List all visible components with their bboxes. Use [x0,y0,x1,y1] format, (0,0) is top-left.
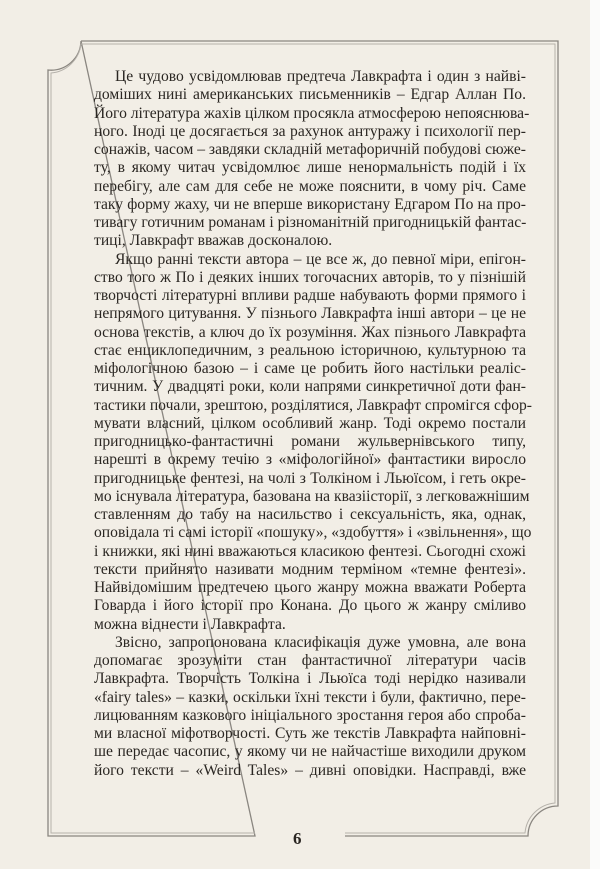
text-line: його тексти – «Weird Tales» – дивні оповідки. Насправді, вже [94,761,526,779]
text-line: ство того ж По і деяких інших тогочасних авторів, то у пізнішій [94,268,526,286]
paragraph [94,68,530,251]
text-line: міфологічною базою – і саме це робить його настільки реаліс- [94,360,526,377]
text-line: стає енциклопедичним, з реальною історичною, культурною та [94,341,526,359]
text-line: оповідала ті самі історії «пошуку», «здобуття» і «звільнення», що [94,524,532,542]
text-line: Якщо ранні тексти автора – це все ж, до певної міри, епігон- [115,250,526,268]
text-line: мувати власний, цілком особливий жанр. Тоді окремо постали [94,414,526,432]
text-line: тивагу готичним романам і різноманітній пригодницькій фантас- [94,214,527,231]
text-line: мо існувала література, базована на квазіісторії, з легковажнішим [94,487,530,505]
text-line: тексти прийнято називати модним терміном «темне фентезі». [94,560,526,578]
text-line: основа текстів, а ключ до їх розуміння. Жах пізнього Лавкрафта [94,323,526,341]
text-line: Це чудово усвідомлював предтеча Лавкрафта і один з найві- [115,68,526,85]
text-line: нарешті в окрему течію з «міфологійної» фантастики виросло [94,451,526,469]
text-line: Найвідомішим предтечею цього жанру можна вважати Роберта [94,579,526,596]
paragraph [94,250,532,634]
page-body-text [94,68,532,780]
text-line: ставленням до табу на насильство і сексуальність, яка, однак, [94,506,526,523]
text-line: ми власної міфотворчості. Суть же текстів Лавкрафта найповні- [94,725,526,742]
text-line: творчості літературні впливи радше набувають форми прямого і [94,287,526,304]
page-number: 6 [293,829,302,848]
text-line: тичним. У двадцяті роки, коли напрями синкретичної доти фан- [94,378,526,396]
text-line: ту, в якому читач усвідомлює лише ненормальність подій і їх [94,159,526,177]
text-line: допомагає зрозуміти стан фантастичної літератури часів [94,652,526,669]
text-line: Лавкрафта. Творчість Толкіна і Льюїса тоді нерідко називали [94,670,526,688]
text-line: тастики почали, зрештою, розділятися, Лавкрафт спромігся сфор- [94,396,532,414]
text-line: Звісно, запропонована класифікація дуже умовна, але вона [115,633,526,651]
text-line: Говарда і його історії про Конана. До цього ж жанру сміливо [94,597,526,615]
paragraph [94,634,526,780]
text-line: тиці, Лавкрафт вважав досконалою. [94,232,333,250]
text-line: ше передає часопис, у якому чи не найчастіше виходили друком [94,743,526,761]
text-line: пригодницьке фентезі, на чолі з Толкіном і Льюїсом, і геть окре- [94,469,526,487]
text-line: і книжки, які нині вважаються класикою фентезі. Сьогодні схожі [94,542,526,560]
text-line: лицюванням казкового ініціального зростання героя або спроба- [94,706,526,724]
text-line: доміших нині американських письменників – Едгар Аллан По. [94,86,526,104]
text-line: перебігу, але сам для себе не може пояснити, в чому річ. Саме [94,177,526,195]
text-line: ного. Іноді це досягається за рахунок антуражу і психології пер- [94,122,526,140]
text-line: Його література жахів цілком просякла атмосферою непояснюва- [94,104,530,122]
text-line: можна віднести і Лавкрафта. [94,615,286,633]
text-line: пригодницько-фантастичні романи жульвернівського типу, [94,433,526,450]
text-line: «fairy tales» – казки, оскільки їхні тексти і були, фактично, пере- [94,688,526,706]
text-line: непрямого цитування. У пізнього Лавкрафта інші автори – це не [94,305,526,323]
text-line: сонажів, часом – завдяки складній метафоричній побудові сюже- [94,141,526,158]
text-line: таку форму жаху, чи не вперше використану Едгаром По на про- [94,195,526,213]
